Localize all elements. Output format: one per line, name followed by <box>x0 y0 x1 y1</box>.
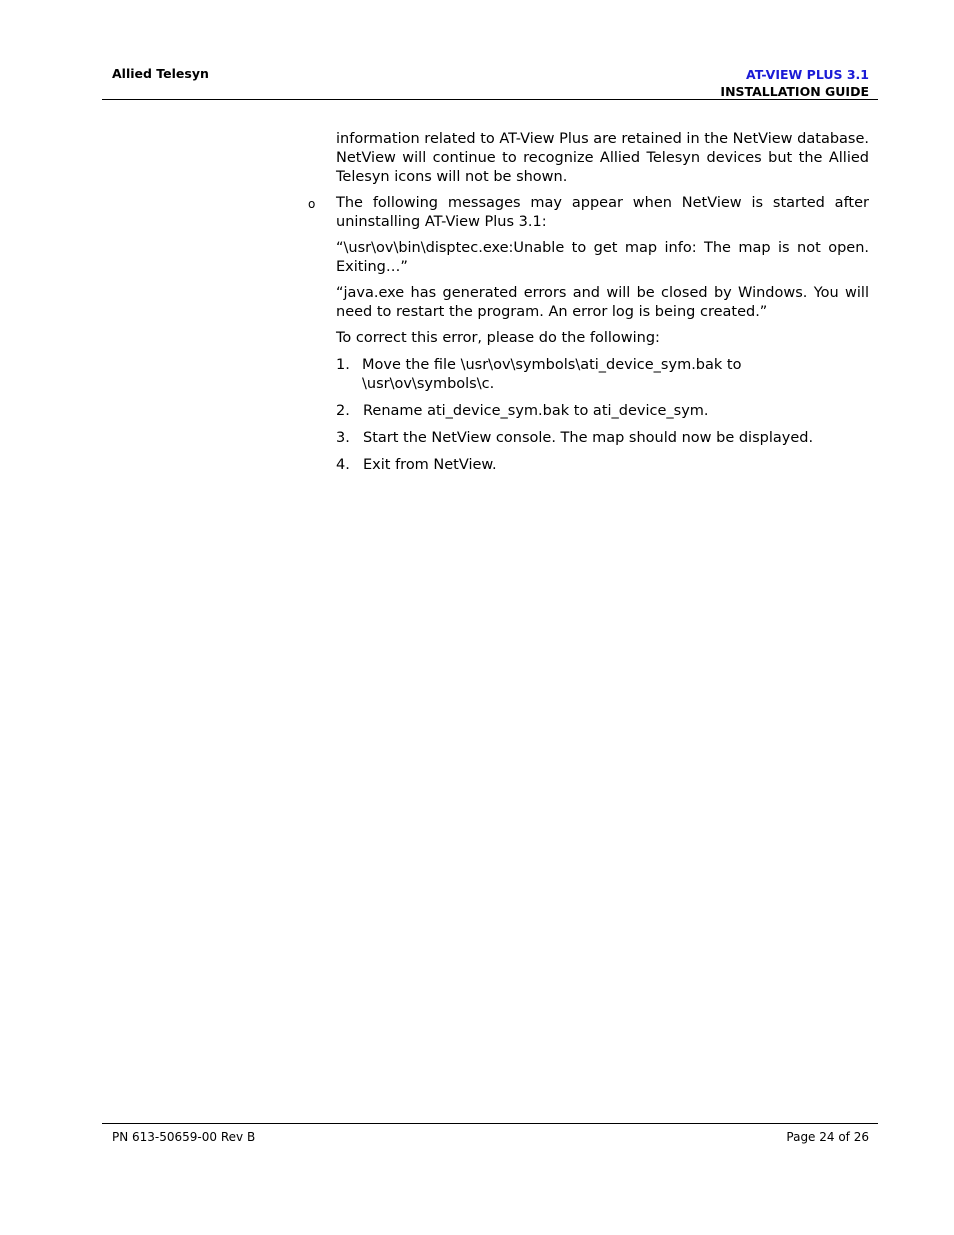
step-item <box>336 356 869 394</box>
step-item <box>336 429 869 448</box>
document-subtitle: INSTALLATION GUIDE <box>720 84 869 99</box>
step-number: 1. <box>336 357 350 373</box>
footer-part-number: PN 613-50659-00 Rev B <box>112 1130 256 1144</box>
header-divider <box>102 99 878 100</box>
step-text: Rename ati_device_sym.bak to ati_device_sym. <box>363 403 709 419</box>
step-item <box>336 402 869 421</box>
error-message-1: “\usr\ov\bin\disptec.exe:Unable to get map info: The map is not open. Exiting…” <box>336 240 869 275</box>
step-item <box>336 456 869 475</box>
bullet-circle-icon: o <box>308 197 316 211</box>
step-number: 3. <box>336 430 350 446</box>
header-block <box>720 66 869 100</box>
bullet-text: The following messages may appear when NetView is started after uninstalling AT-View Plus 3.1: <box>336 195 869 230</box>
main-content <box>308 130 869 475</box>
step-text: Exit from NetView. <box>363 457 497 473</box>
step-number: 4. <box>336 457 350 473</box>
header-company: Allied Telesyn <box>112 66 209 81</box>
footer-page-number: Page 24 of 26 <box>786 1130 869 1144</box>
error-message-2: “java.exe has generated errors and will be closed by Windows. You will need to restart the program. An error log is being created.” <box>336 285 869 320</box>
bullet-item <box>308 194 869 232</box>
step-text: Start the NetView console. The map should now be displayed. <box>363 430 814 446</box>
footer-divider <box>102 1123 878 1124</box>
instruction-text: To correct this error, please do the following: <box>336 330 660 346</box>
continued-paragraph: information related to AT-View Plus are retained in the NetView database. NetView will continue to recognize Allied Telesyn devices but the Allied Telesyn icons will not be shown. <box>336 131 869 185</box>
document-title: AT-VIEW PLUS 3.1 <box>745 67 869 82</box>
step-number: 2. <box>336 403 350 419</box>
step-text: Move the file \usr\ov\symbols\ati_device_sym.bak to \usr\ov\symbols\c. <box>362 357 742 392</box>
